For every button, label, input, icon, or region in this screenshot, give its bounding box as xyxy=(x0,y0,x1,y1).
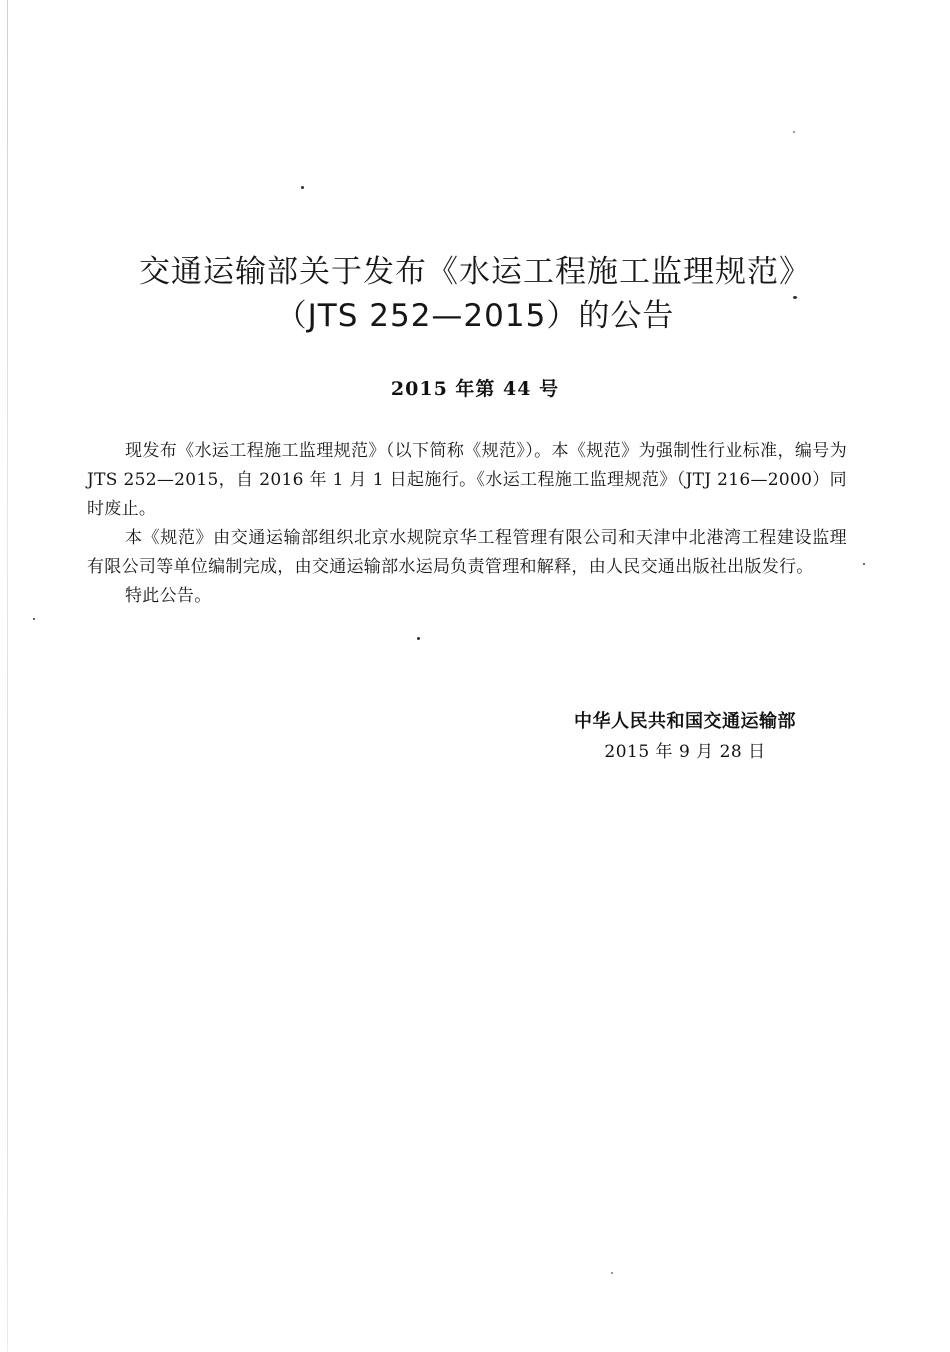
body-paragraph-2: 本《规范》由交通运输部组织北京水规院京华工程管理有限公司和天津中北港湾工程建设监理有限公司等单位编制完成，由交通运输部水运局负责管理和解释，由人民交通出版社出版发行。 xyxy=(87,528,847,577)
title-line-1: 交通运输部关于发布《水运工程施工监理规范》 xyxy=(139,254,811,290)
document-number: 2015 年第 44 号 xyxy=(390,378,560,400)
scan-speck xyxy=(611,1272,613,1274)
announcement-title xyxy=(0,250,950,338)
signature-block xyxy=(520,707,850,767)
scan-speck xyxy=(301,186,304,189)
scan-speck xyxy=(793,131,795,133)
scan-speck xyxy=(863,563,865,565)
title-line-2: （JTS 252—2015）的公告 xyxy=(275,298,675,334)
announcement-body xyxy=(87,437,847,611)
issue-date: 2015 年 9 月 28 日 xyxy=(604,742,766,762)
scan-speck xyxy=(417,637,420,640)
scan-speck xyxy=(33,618,35,620)
issuing-organization: 中华人民共和国交通运输部 xyxy=(574,711,796,732)
scan-speck xyxy=(793,296,797,299)
body-paragraph-3: 特此公告。 xyxy=(125,586,212,606)
scan-edge-line xyxy=(7,0,8,1352)
body-paragraph-1: 现发布《水运工程施工监理规范》（以下简称《规范》）。本《规范》为强制性行业标准，编号为 JTS 252—2015，自 2016 年 1 月 1 日起施行。《水运工程施工监理规范》（JTJ 216—2000）同时废止。 xyxy=(87,441,847,519)
